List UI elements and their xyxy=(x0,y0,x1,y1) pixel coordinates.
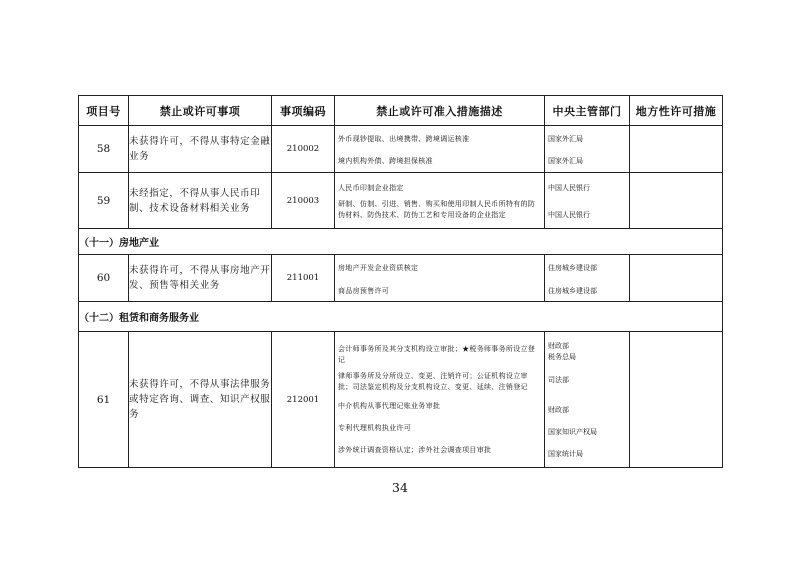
measure-text: 房地产开发企业资质核定 xyxy=(338,263,419,272)
header-project-no: 项目号 xyxy=(79,96,129,126)
row-local xyxy=(630,255,723,302)
table-row xyxy=(79,255,723,302)
row-local xyxy=(630,126,723,173)
measure-text: 人民币印制企业指定 xyxy=(338,183,404,192)
row-measures xyxy=(335,126,545,173)
measure-text: 涉外统计调查资格认定；涉外社会调查项目审批 xyxy=(338,446,492,454)
section-row xyxy=(79,229,723,255)
dept-text: 住房城乡建设部 xyxy=(548,263,597,272)
dept-text: 中国人民银行 xyxy=(548,183,590,192)
dept-text: 国家外汇局 xyxy=(548,134,583,143)
row-depts xyxy=(545,332,630,468)
measure-text: 境内机构外债、跨境担保核准 xyxy=(338,156,433,165)
section-title: （十二）租赁和商务服务业 xyxy=(79,302,723,332)
row-code: 212001 xyxy=(272,332,335,468)
measure-text: 外币现钞提取、出境携带、跨境调运核准 xyxy=(338,134,470,143)
page-number: 34 xyxy=(392,480,408,495)
row-local xyxy=(630,332,723,468)
table-row xyxy=(79,126,723,173)
dept-text: 住房城乡建设部 xyxy=(548,286,597,295)
row-number: 58 xyxy=(79,126,129,173)
measure-text: 商品房预售许可 xyxy=(338,286,390,295)
row-local xyxy=(630,173,723,229)
header-measures: 禁止或许可准入措施描述 xyxy=(335,96,545,126)
row-measures xyxy=(335,332,545,468)
row-code: 211001 xyxy=(272,255,335,302)
dept-text: 税务总局 xyxy=(548,352,576,361)
section-row xyxy=(79,302,723,332)
dept-text: 国家统计局 xyxy=(548,449,583,458)
row-measures xyxy=(335,255,545,302)
dept-text: 财政部 xyxy=(548,405,569,414)
header-central-dept: 中央主管部门 xyxy=(545,96,630,126)
row-item: 未经指定，不得从事人民币印制、技术设备材料相关业务 xyxy=(129,173,272,229)
row-item: 未获得许可，不得从事法律服务或特定咨询、调查、知识产权服务 xyxy=(129,332,272,468)
table-header-row xyxy=(79,96,723,126)
row-depts xyxy=(545,126,630,173)
row-measures xyxy=(335,173,545,229)
header-local-measures: 地方性许可措施 xyxy=(630,96,723,126)
row-code: 210002 xyxy=(272,126,335,173)
header-item: 禁止或许可事项 xyxy=(129,96,272,126)
measure-text: 会计师事务所及其分支机构设立审批；★税务师事务所设立登记 xyxy=(338,345,536,364)
measure-text: 研制、仿制、引进、销售、购买和使用印制人民币所特有的防伪材料、防伪技术、防伪工艺和专用设备的企业指定 xyxy=(338,199,536,219)
measure-text: 律师事务所及分所设立、变更、注销许可；公证机构设立审批；司法鉴定机构及分支机构设立、变更、延续、注销登记 xyxy=(338,372,528,391)
row-item: 未获得许可，不得从事房地产开发、预售等相关业务 xyxy=(129,255,272,302)
dept-text: 司法部 xyxy=(548,375,569,384)
dept-text: 国家外汇局 xyxy=(548,156,583,165)
measure-text: 专利代理机构执业许可 xyxy=(338,424,411,432)
row-number: 61 xyxy=(79,332,129,468)
row-number: 59 xyxy=(79,173,129,229)
row-item: 未获得许可，不得从事特定金融业务 xyxy=(129,126,272,173)
row-depts xyxy=(545,255,630,302)
table-row xyxy=(79,332,723,468)
row-code: 210003 xyxy=(272,173,335,229)
header-code: 事项编码 xyxy=(272,96,335,126)
dept-text: 国家知识产权局 xyxy=(548,427,597,436)
permit-table xyxy=(78,95,723,468)
dept-text: 财政部 xyxy=(548,341,569,350)
table-row xyxy=(79,173,723,229)
measure-text: 中介机构从事代理记账业务审批 xyxy=(338,402,441,410)
row-depts xyxy=(545,173,630,229)
row-number: 60 xyxy=(79,255,129,302)
section-title: （十一）房地产业 xyxy=(79,229,723,255)
dept-text: 中国人民银行 xyxy=(548,210,590,219)
